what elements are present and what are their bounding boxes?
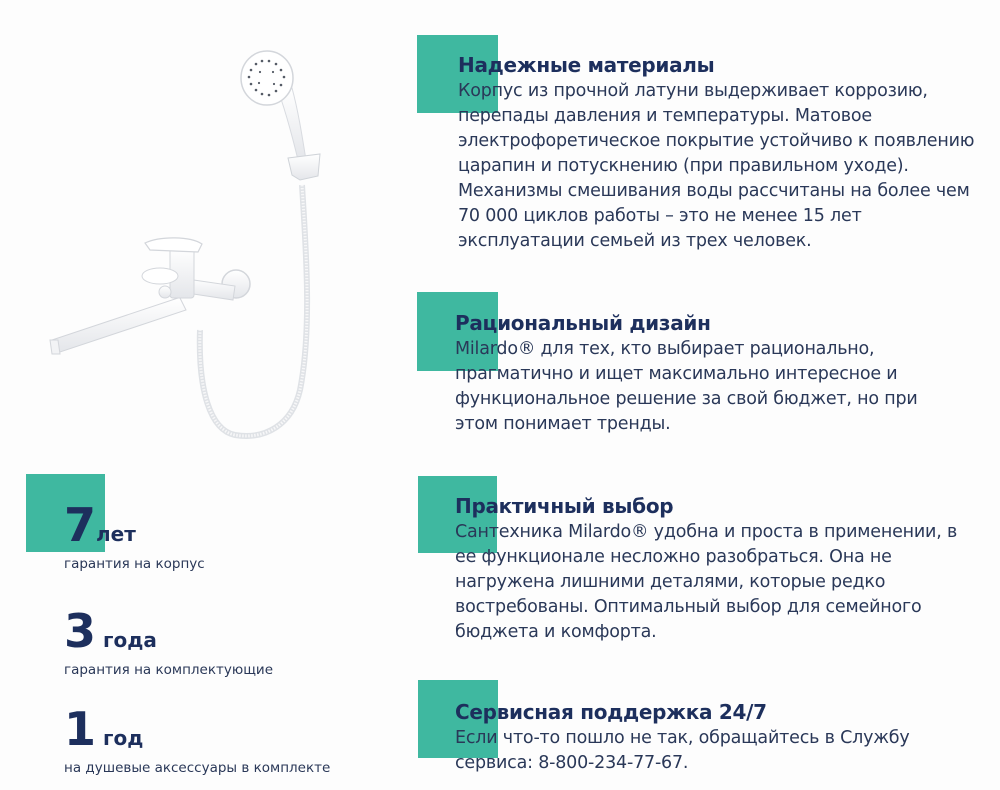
warranty-unit: год	[103, 726, 144, 750]
warranty-accessories	[64, 702, 331, 776]
warranty-caption: гарантия на комплектующие	[64, 662, 273, 678]
feature-title: Сервисная поддержка 24/7	[455, 700, 767, 724]
feature-design	[455, 311, 998, 437]
feature-title: Надежные материалы	[458, 53, 715, 77]
warranty-number: 3	[64, 604, 96, 658]
warranty-parts	[64, 604, 273, 678]
feature-text: Сантехника Milardo® удобна и проста в применении, в ее функционале несложно разобраться. Она не нагружена лишними деталями, которые редко востребованы. Оптимальный выбор для семейного бюджета и комфорта.	[455, 522, 958, 642]
warranty-unit: лет	[96, 522, 136, 546]
warranty-number: 7	[64, 498, 96, 552]
feature-text: Milardo® для тех, кто выбирает рационально, прагматично и ищет максимально интересное и функциональное решение за свой бюджет, но при этом понимает тренды.	[455, 339, 918, 434]
feature-service	[455, 700, 998, 776]
feature-title: Рациональный дизайн	[455, 311, 711, 335]
faucet-illustration	[30, 30, 380, 450]
warranty-caption: на душевые аксессуары в комплекте	[64, 760, 331, 776]
warranty-body	[64, 498, 205, 572]
warranty-caption: гарантия на корпус	[64, 556, 205, 572]
feature-practical	[455, 494, 998, 645]
feature-text: Корпус из прочной латуни выдерживает коррозию, перепады давления и температуры. Матовое электрофоретическое покрытие устойчиво к появлению царапин и потускнению (при правильном уходе). Механизмы смешивания воды рассчитаны на более чем 70 000 циклов работы – это не менее 15 лет эксплуатации семьей из трех человек.	[458, 81, 975, 251]
feature-text: Если что-то пошло не так, обращайтесь в Службу сервиса: 8-800-234-77-67.	[455, 728, 910, 773]
feature-materials	[458, 53, 998, 254]
warranty-unit: года	[103, 628, 157, 652]
warranty-number: 1	[64, 702, 96, 756]
feature-title: Практичный выбор	[455, 494, 674, 518]
